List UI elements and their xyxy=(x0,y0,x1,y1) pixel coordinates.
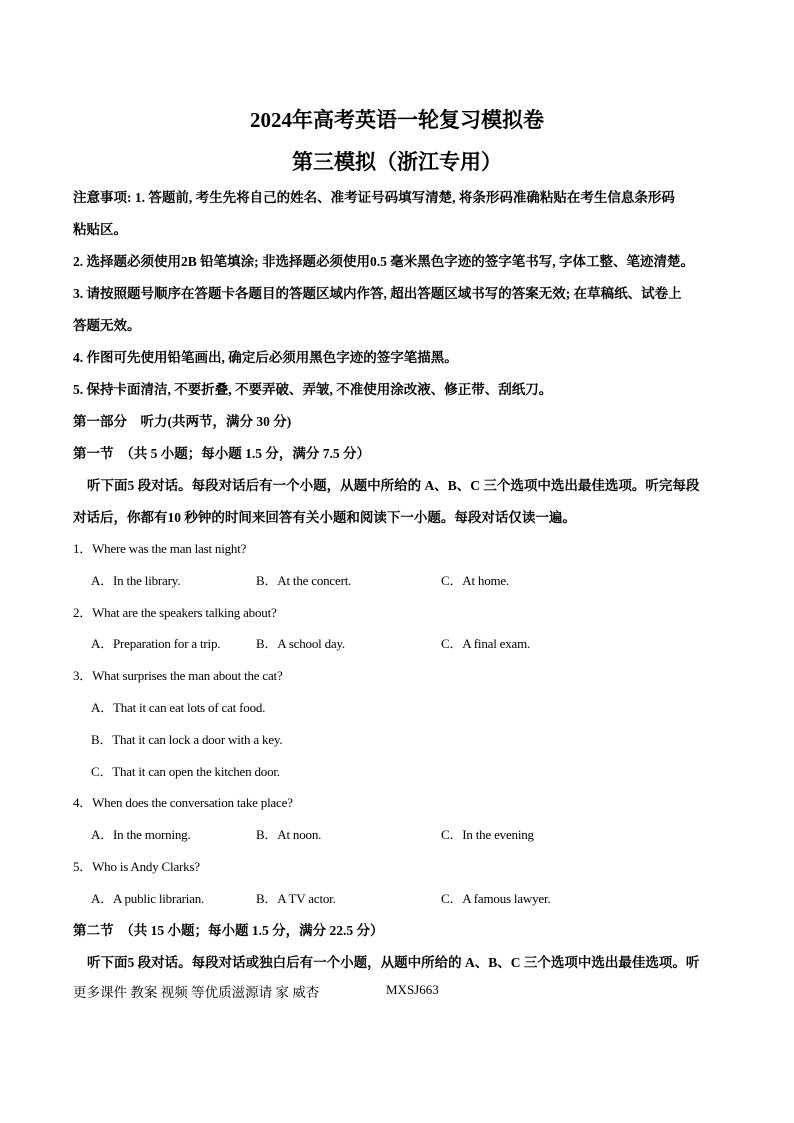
notes-line-1: 注意事项: 1. 答题前, 考生先将自己的姓名、准考证号码填写清楚, 将条形码准确粘贴在考生信息条形码 xyxy=(73,190,675,205)
question-3-option-b: B．That it can lock a door with a key. xyxy=(91,732,283,747)
question-1-option-b: B．At the concert. xyxy=(256,573,352,588)
question-2-option-a: A．Preparation for a trip. xyxy=(91,636,221,651)
notes-line-5: 答题无效。 xyxy=(73,318,141,333)
question-5-stem: 5．Who is Andy Clarks? xyxy=(73,859,200,874)
footer-code: MXSJ663 xyxy=(386,982,439,997)
notes-line-4: 3. 请按照题号顺序在答题卡各题目的答题区域内作答, 超出答题区域书写的答案无效; 在草稿纸、试卷上 xyxy=(73,286,682,301)
footer-watermark-text: 更多课件 教案 视频 等优质滋源请 家 威杏 xyxy=(73,985,320,1000)
exam-title: 2024年高考英语一轮复习模拟卷 xyxy=(250,108,544,132)
section1-heading: 第一节 （共 5 小题；每小题 1.5 分，满分 7.5 分） xyxy=(73,446,370,461)
notes-line-7: 5. 保持卡面清洁, 不要折叠, 不要弄破、弄皱, 不准使用涂改液、修正带、刮纸刀。 xyxy=(73,382,553,397)
question-1-option-a: A．In the library. xyxy=(91,573,181,588)
question-1-option-c: C．At home. xyxy=(441,573,510,588)
question-2-option-c: C．A final exam. xyxy=(441,636,531,651)
exam-subtitle: 第三模拟（浙江专用） xyxy=(292,150,502,174)
question-3-option-a: A．That it can eat lots of cat food. xyxy=(91,700,266,715)
question-5-option-a: A．A public librarian. xyxy=(91,891,205,906)
question-1-stem: 1．Where was the man last night? xyxy=(73,541,247,556)
question-4-option-c: C．In the evening xyxy=(441,827,534,842)
question-2-stem: 2．What are the speakers talking about? xyxy=(73,605,277,620)
question-2-option-b: B．A school day. xyxy=(256,636,345,651)
notes-line-6: 4. 作图可先使用铅笔画出, 确定后必须用黑色字迹的签字笔描黑。 xyxy=(73,350,458,365)
question-5-option-c: C．A famous lawyer. xyxy=(441,891,551,906)
question-3-option-c: C．That it can open the kitchen door. xyxy=(91,764,280,779)
section1-instruction-1: 听下面5 段对话。每段对话后有一个小题，从题中所给的 A、B、C 三个选项中选出最佳选项。听完每段 xyxy=(87,478,700,493)
notes-line-3: 2. 选择题必须使用2B 铅笔填涂; 非选择题必须使用0.5 毫米黑色字迹的签字笔书写, 字体工整、笔迹清楚。 xyxy=(73,254,694,269)
notes-line-2: 粘贴区。 xyxy=(73,222,127,237)
part1-heading: 第一部分 听力(共两节，满分 30 分) xyxy=(73,414,292,429)
section2-heading: 第二节 （共 15 小题；每小题 1.5 分，满分 22.5 分） xyxy=(73,923,384,938)
section1-instruction-2: 对话后，你都有10 秒钟的时间来回答有关小题和阅读下一小题。每段对话仅读一遍。 xyxy=(73,510,576,525)
question-5-option-b: B．A TV actor. xyxy=(256,891,336,906)
question-4-option-b: B．At noon. xyxy=(256,827,322,842)
question-4-stem: 4．When does the conversation take place? xyxy=(73,795,293,810)
question-3-stem: 3．What surprises the man about the cat? xyxy=(73,668,283,683)
question-4-option-a: A．In the morning. xyxy=(91,827,191,842)
section2-instruction: 听下面5 段对话。每段对话或独白后有一个小题，从题中所给的 A、B、C 三个选项中选出最佳选项。听 xyxy=(87,955,700,970)
